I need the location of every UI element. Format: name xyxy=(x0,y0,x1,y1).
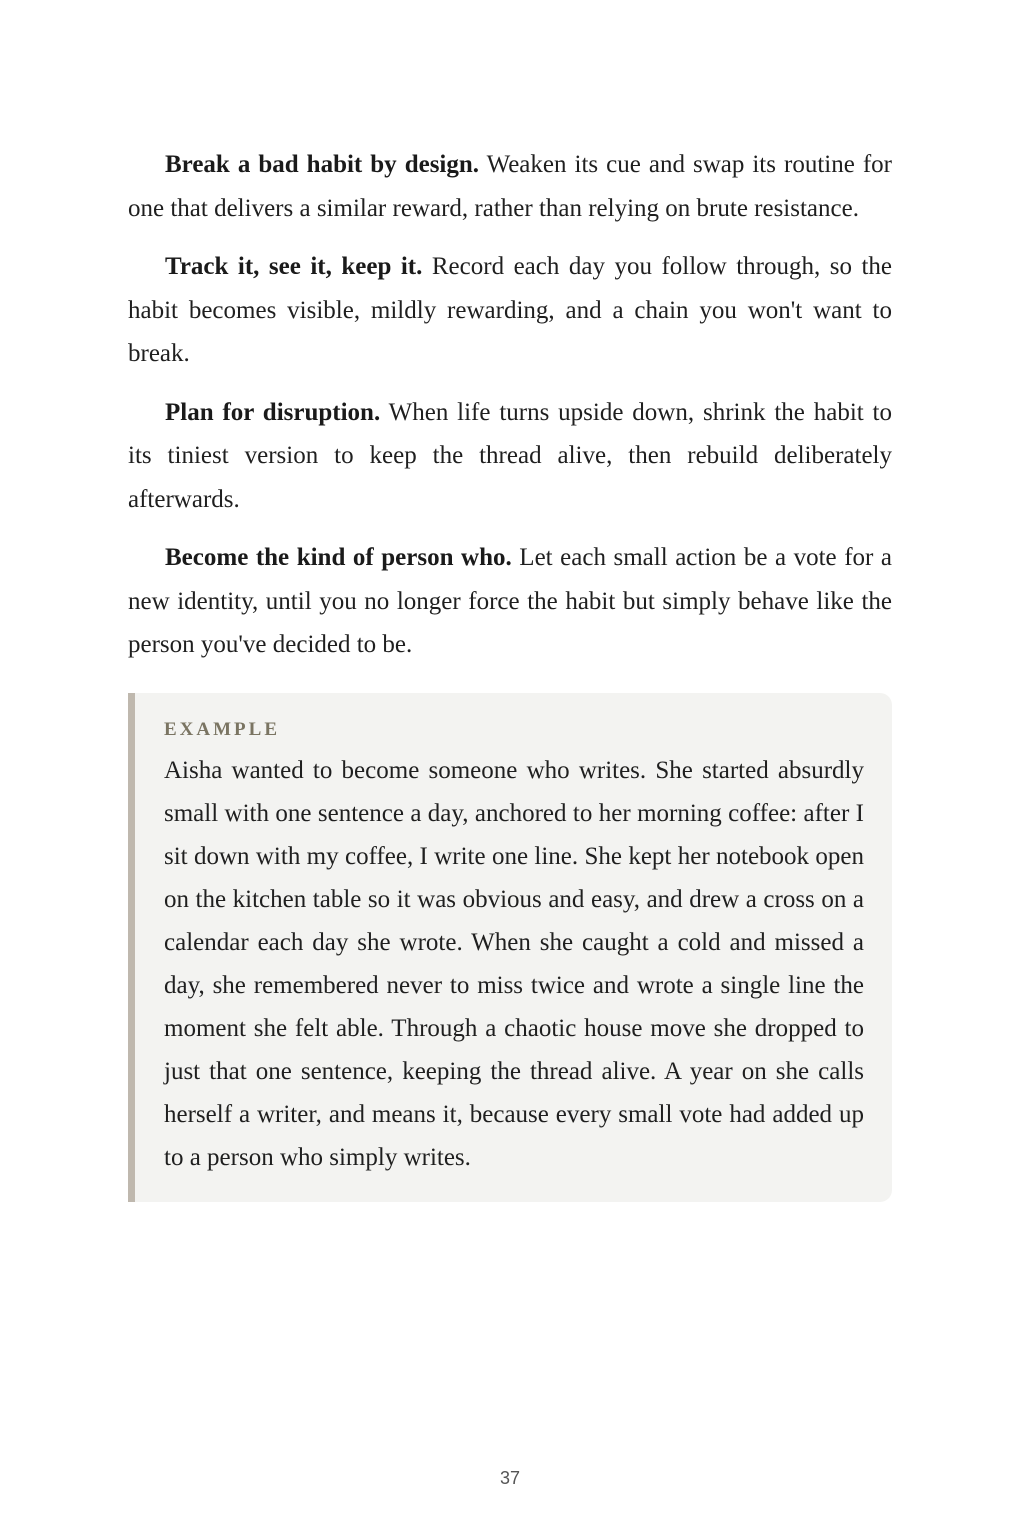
page-content xyxy=(128,143,892,1202)
paragraph-plan-for-disruption xyxy=(128,391,892,522)
paragraph-lead: Plan for disruption. xyxy=(165,398,381,426)
example-callout xyxy=(128,693,892,1202)
paragraph-break-bad-habit xyxy=(128,143,892,230)
example-label: EXAMPLE xyxy=(164,718,280,740)
paragraph-lead: Track it, see it, keep it. xyxy=(165,253,423,280)
paragraph-text: Record each day you follow through, so the habit becomes visible, mildly rewarding, and a chain you won't want to break. xyxy=(128,253,893,367)
page-number: 37 xyxy=(499,1468,521,1488)
paragraph-text: Let each small action be a vote for a new identity, until you no longer force the habit but simply behave like the person you've decided to be. xyxy=(128,544,892,658)
paragraph-text: Weaken its cue and swap its routine for one that delivers a similar reward, rather than relying on brute resistance. xyxy=(128,151,892,222)
paragraph-lead: Break a bad habit by design. xyxy=(165,151,480,178)
paragraph-track-it xyxy=(128,245,892,376)
paragraph-text: When life turns upside down, shrink the habit to its tiniest version to keep the thread alive, then rebuild deliberately afterwards. xyxy=(128,398,893,513)
paragraph-become-the-person xyxy=(128,536,892,667)
paragraph-lead: Become the kind of person who. xyxy=(165,544,512,571)
example-text: Aisha wanted to become someone who writes. She started absurdly small with one sentence a day, anchored to her morning coffee: after I sit down with my coffee, I write one line. She kept her notebook open on the kitchen table so it was obvious and easy, and drew a cross on a calendar each day she wrote. When she caught a cold and missed a day, she remembered never to miss twice and wrote a single line the moment she felt able. Through a chaotic house move she dropped to just that one sentence, keeping the thread alive. A year on she calls herself a writer, and means it, because every small vote had added up to a person who simply writes. xyxy=(164,756,864,1171)
